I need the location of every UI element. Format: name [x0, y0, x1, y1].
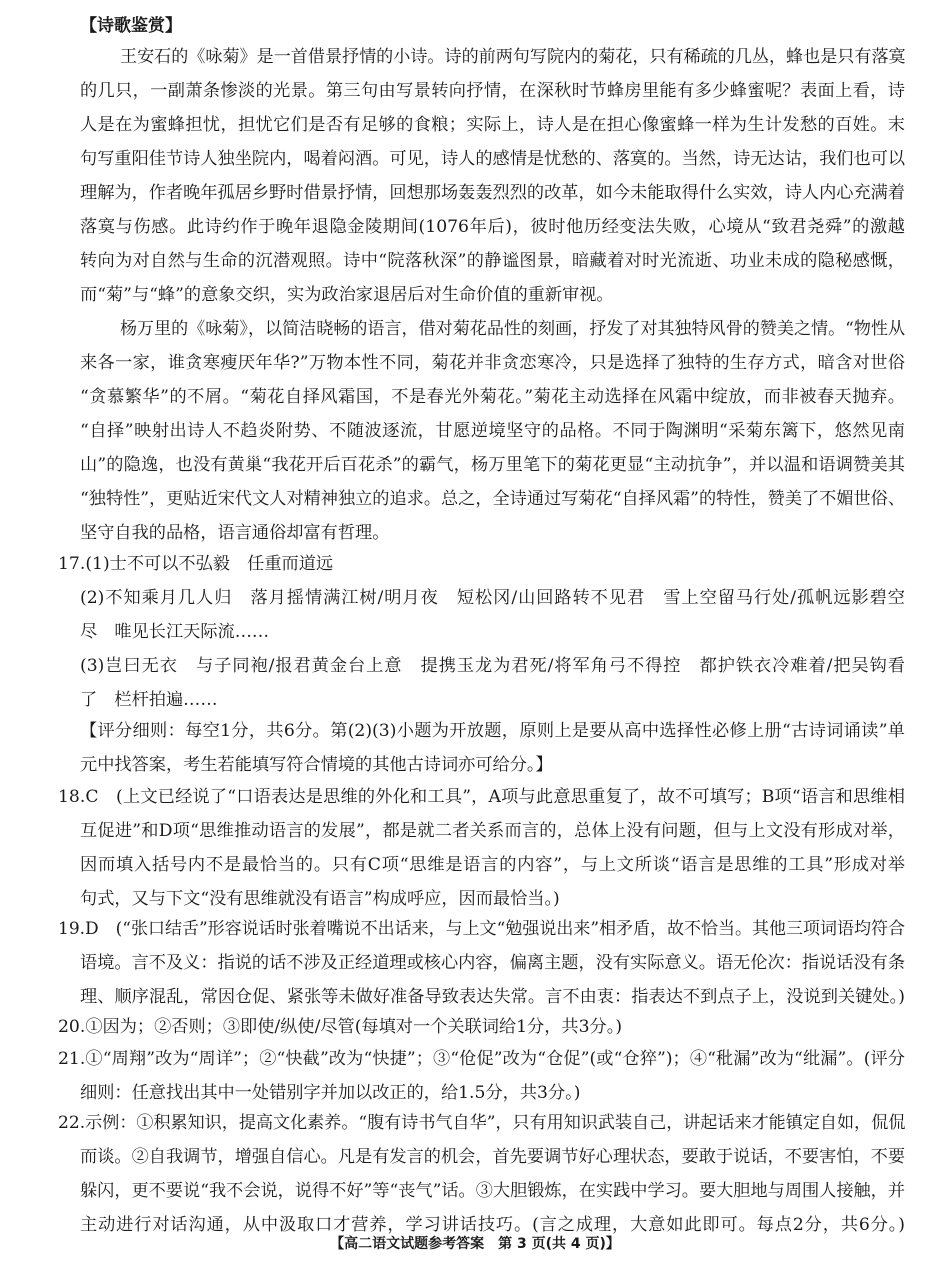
text-line: 20.①因为；②否则；③即使/纵使/尽管(每填对一个关联词给1分，共3分。) [58, 1017, 623, 1037]
text-line: (3)岂曰无衣 与子同袍/报君黄金台上意 提携玉龙为君死/将军角弓不得控 都护铁衣冷难着/把吴钩看 [80, 656, 905, 676]
text-line: “独特性”，更贴近宋代文人对精神独立的追求。总之，全诗通过写菊花“自择风霜”的特性，赞美了不媚世俗、 [80, 489, 906, 509]
text-line: 了 栏杆拍遍…… [80, 690, 218, 710]
text-line: 落寞与伤感。此诗约作于晚年退隐金陵期间(1076年后)，彼时他历经变法失败，心境从“致君尧舜”的激越 [80, 217, 905, 237]
text-line: 杨万里的《咏菊》，以简洁晓畅的语言，借对菊花品性的刻画，抒发了对其独特风骨的赞美之情。“物性从 [120, 319, 906, 339]
text-line: 元中找答案，考生若能填写符合情境的其他古诗词亦可给分。】 [80, 755, 553, 775]
text-line: 句写重阳佳节诗人独坐院内，喝着闷酒。可见，诗人的感情是忧愁的、落寞的。当然，诗无达诂，我们也可以 [80, 149, 906, 169]
text-line: 的几只，一副萧条惨淡的光景。第三句由写景转向抒情，在深秋时节蜂房里能有多少蜂蜜呢？表面上看，诗 [80, 81, 905, 101]
section-title: 【诗歌鉴赏】 [80, 16, 182, 36]
text-line: “贪慕繁华”的不屑。“菊花自择风霜国，不是春光外菊花。”菊花主动选择在风霜中绽放，而非被春天抛弃。 [80, 387, 905, 407]
text-line: 理、顺序混乱，常因仓促、紧张等未做好准备导致表达失常。言不由衷：指表达不到点子上，没说到关键处。) [80, 987, 905, 1007]
text-line: 来各一家，谁贪寒瘦厌年华?”万物本性不同，菊花并非贪恋寒冷，只是选择了独特的生存方式，暗含对世俗 [80, 353, 905, 373]
text-line: 22.示例：①积累知识，提高文化素养。“腹有诗书气自华”，只有用知识武装自己，讲起话来才能镇定自如，侃侃 [58, 1113, 906, 1133]
text-line: 18.C (上文已经说了“口语表达是思维的外化和工具”，A项与此意思重复了，故不可填写；B项“语言和思维相 [58, 787, 905, 807]
text-line: 而“菊”与“蜂”的意象交织，实为政治家退居后对生命价值的重新审视。 [80, 285, 614, 305]
text-line: 山”的隐逸，也没有黄巢“我花开后百花杀”的霸气，杨万里笔下的菊花更显“主动抗争”，并以温和语调赞美其 [80, 455, 905, 475]
text-line: 坚守自我的品格，语言通俗却富有哲理。 [80, 523, 390, 543]
text-line: 因而填入括号内不是最恰当的。只有C项“思维是语言的内容”，与上文所谈“语言是思维的工具”形成对举 [80, 855, 905, 875]
page-footer: 【高二语文试题参考答案 第 3 页(共 4 页)】 [330, 1236, 620, 1252]
text-line: 互促进”和D项“思维推动语言的发展”，都是就二者关系而言的，总体上没有问题，但与上文没有形成对举， [80, 821, 905, 841]
text-line: 句式，又与下文“没有思维就没有语言”构成呼应，因而最恰当。) [80, 889, 560, 909]
text-line: 王安石的《咏菊》是一首借景抒情的小诗。诗的前两句写院内的菊花，只有稀疏的几丛，蜂也是只有落寞 [120, 47, 906, 67]
text-line: 【评分细则：每空1分，共6分。第(2)(3)小题为开放题，原则上是要从高中选择性必修上册“古诗词诵读”单 [80, 721, 905, 741]
text-line: “自择”映射出诗人不趋炎附势、不随波逐流，甘愿逆境坚守的品格。不同于陶渊明“采菊东篱下，悠然见南 [80, 421, 905, 441]
text-line: 尽 唯见长江天际流…… [80, 622, 270, 642]
text-line: 转向为对自然与生命的沉潜观照。诗中“院落秋深”的静谧图景，暗藏着对时光流逝、功业未成的隐秘感慨， [80, 251, 905, 271]
text-line: 主动进行对话沟通，从中汲取口才营养，学习讲话技巧。(言之成理，大意如此即可。每点2分，共6分。) [80, 1215, 905, 1235]
text-line: 细则：任意找出其中一处错别字并加以改正的，给1.5分，共3分。) [80, 1083, 581, 1103]
text-line: (2)不知乘月几人归 落月摇情满江树/明月夜 短松冈/山回路转不见君 雪上空留马行处/孤帆远影碧空 [80, 588, 905, 608]
text-line: 而谈。②自我调节，增强自信心。凡是有发言的机会，首先要调节好心理状态，要敢于说话，不要害怕，不要 [80, 1147, 906, 1167]
text-line: 躲闪，更不要说“我不会说，说得不好”等“丧气”话。③大胆锻炼，在实践中学习。要大胆地与周围人接触，并 [80, 1181, 906, 1201]
text-line: 17.(1)士不可以不弘毅 任重而道远 [58, 554, 334, 574]
text-line: 语境。言不及义：指说的话不涉及正经道理或核心内容，偏离主题，没有实际意义。语无伦次：指说话没有条 [80, 953, 906, 973]
text-line: 理解为，作者晚年孤居乡野时借景抒情，回想那场轰轰烈烈的改革，如今未能取得什么实效，诗人内心充满着 [80, 183, 906, 203]
text-line: 19.D (“张口结舌”形容说话时张着嘴说不出话来，与上文“勉强说出来”相矛盾，故不恰当。其他三项词语均符合 [58, 919, 906, 939]
text-line: 21.①“周翔”改为“周详”；②“快截”改为“快捷”；③“伧促”改为“仓促”(或“仓猝”)；④“秕漏”改为“纰漏”。(评分 [58, 1049, 905, 1069]
text-line: 人是在为蜜蜂担忧，担忧它们是否有足够的食粮；实际上，诗人是在担心像蜜蜂一样为生计发愁的百姓。末 [80, 115, 905, 135]
